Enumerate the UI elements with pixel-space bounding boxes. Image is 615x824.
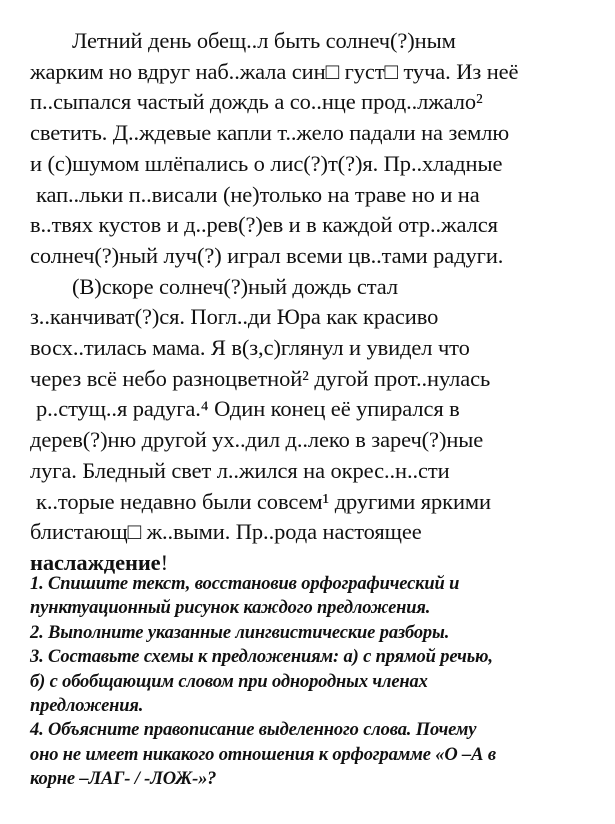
text-line: и (с)шумом шлёпались о лис(?)т(?)я. Пр..хладные bbox=[30, 150, 503, 176]
text-line: солнеч(?)ный луч(?) играл всеми цв..тами радуги. bbox=[30, 242, 504, 268]
exclamation-mark: ! bbox=[160, 549, 168, 575]
text-line: п..сыпался частый дождь а со..нце прод..лжало² bbox=[30, 89, 483, 115]
text-line: з..канчиват(?)ся. Погл..ди Юра как красиво bbox=[30, 304, 439, 330]
task-line: пунктуационный рисунок каждого предложения. bbox=[30, 598, 431, 619]
task-list bbox=[30, 572, 605, 792]
task-line: 2. Выполните указанные лингвистические разборы. bbox=[30, 622, 450, 643]
text-line: в..твях кустов и д..рев(?)ев и в каждой отр..жался bbox=[30, 212, 498, 238]
task-line: предложения. bbox=[30, 696, 144, 717]
text-line: блистающ□ ж..выми. Пр..рода настоящее bbox=[30, 519, 422, 545]
text-line: светить. Д..ждевые капли т..жело падали на землю bbox=[30, 120, 510, 146]
task-line: корне –ЛАГ- / -ЛОЖ-»? bbox=[30, 769, 217, 790]
text-line: дерев(?)ню другой ух..дил д..леко в зареч(?)ные bbox=[30, 427, 484, 453]
task-line: 1. Спишите текст, восстановив орфографический и bbox=[30, 574, 460, 594]
text-line: кап..льки п..висали (не)только на траве но и на bbox=[36, 181, 480, 207]
text-line: к..торые недавно были совсем¹ другими яркими bbox=[36, 488, 491, 514]
text-line: р..стущ..я радуга.⁴ Один конец её упирался в bbox=[36, 396, 460, 422]
highlighted-word: наслаждение bbox=[30, 549, 161, 575]
task-line: оно не имеет никакого отношения к орфограмме «О –А в bbox=[30, 744, 496, 765]
task-line: 4. Объясните правописание выделенного слова. Почему bbox=[30, 720, 477, 741]
text-line: жарким но вдруг наб..жала син□ густ□ туча. Из неё bbox=[30, 58, 519, 84]
text-line: (В)скоре солнеч(?)ный дождь стал bbox=[72, 273, 398, 299]
text-passage bbox=[30, 26, 600, 579]
text-line: Летний день обещ..л быть солнеч(?)ным bbox=[72, 28, 456, 53]
text-line: восх..тилась мама. Я в(з,с)глянул и увидел что bbox=[30, 335, 470, 361]
text-line: через всё небо разноцветной² дугой прот..нулась bbox=[30, 365, 491, 391]
text-line: луга. Бледный свет л..жился на окрес..н..сти bbox=[30, 457, 450, 483]
task-line: 3. Составьте схемы к предложениям: а) с прямой речью, bbox=[30, 647, 493, 668]
task-line: б) с обобщающим словом при однородных членах bbox=[30, 671, 428, 692]
